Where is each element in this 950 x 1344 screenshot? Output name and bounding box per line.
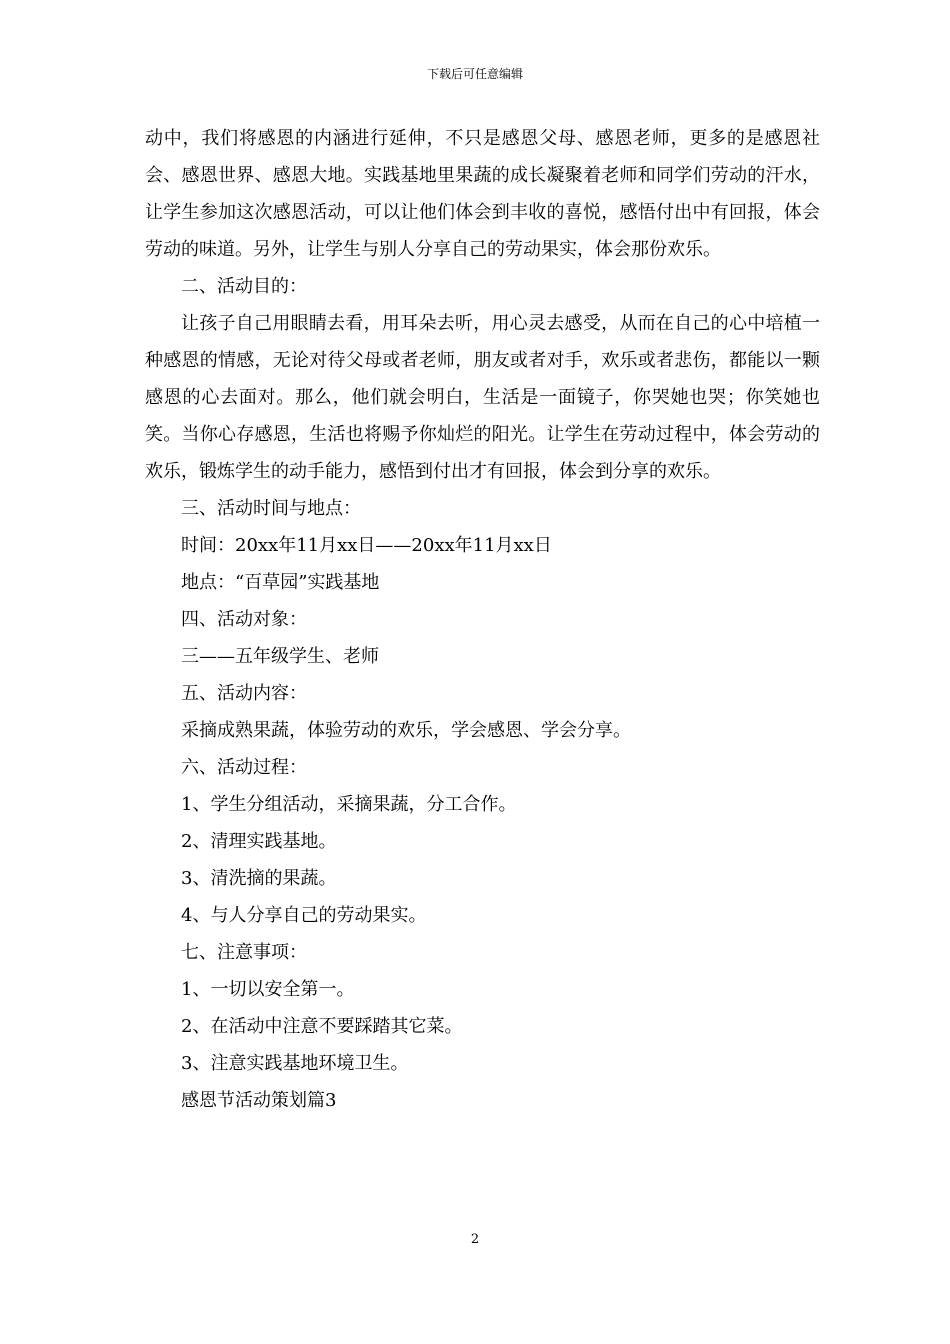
process-item: 2、清理实践基地。 xyxy=(181,831,337,852)
document-body xyxy=(145,120,820,1119)
intro-paragraph: 动中，我们将感恩的内涵进行延伸，不只是感恩父母、感恩老师，更多的是感恩社会、感恩世界、感恩大地。实践基地里果蔬的成长凝聚着老师和同学们劳动的汗水，让学生参加这次感恩活动，可以让他们体会到丰收的喜悦，感悟付出中有回报，体会劳动的味道。另外，让学生与别人分享自己的劳动果实，体会那份欢乐。 xyxy=(145,128,820,260)
content-line: 采摘成熟果蔬，体验劳动的欢乐，学会感恩、学会分享。 xyxy=(181,720,631,741)
section-heading-notices: 七、注意事项： xyxy=(181,942,307,963)
section-heading-purpose: 二、活动目的： xyxy=(181,276,307,297)
section-heading-process: 六、活动过程： xyxy=(181,757,307,778)
section-heading-target: 四、活动对象： xyxy=(181,609,307,630)
process-item: 4、与人分享自己的劳动果实。 xyxy=(181,905,427,926)
section-heading-content: 五、活动内容： xyxy=(181,683,307,704)
notice-item: 1、一切以安全第一。 xyxy=(181,979,355,1000)
time-line: 时间：20xx年11月xx日——20xx年11月xx日 xyxy=(181,535,552,556)
purpose-paragraph: 让孩子自己用眼睛去看，用耳朵去听，用心灵去感受，从而在自己的心中培植一种感恩的情感，无论对待父母或者老师，朋友或者对手，欢乐或者悲伤，都能以一颗感恩的心去面对。那么，他们就会明白，生活是一面镜子，你哭她也哭；你笑她也笑。当你心存感恩，生活也将赐予你灿烂的阳光。让学生在劳动过程中，体会劳动的欢乐，锻炼学生的动手能力，感悟到付出才有回报，体会到分享的欢乐。 xyxy=(145,313,820,482)
process-item: 3、清洗摘的果蔬。 xyxy=(181,868,337,889)
process-item: 1、学生分组活动，采摘果蔬，分工合作。 xyxy=(181,794,517,815)
page-number: 2 xyxy=(470,1232,480,1247)
notice-item: 2、在活动中注意不要踩踏其它菜。 xyxy=(181,1016,463,1037)
target-line: 三——五年级学生、老师 xyxy=(181,646,379,667)
place-line: 地点：“百草园”实践基地 xyxy=(181,572,380,593)
page-header: 下载后可任意编辑 xyxy=(426,67,523,81)
section-heading-time-place: 三、活动时间与地点： xyxy=(181,498,361,519)
notice-item: 3、注意实践基地环境卫生。 xyxy=(181,1053,409,1074)
next-section-title: 感恩节活动策划篇3 xyxy=(181,1090,337,1111)
